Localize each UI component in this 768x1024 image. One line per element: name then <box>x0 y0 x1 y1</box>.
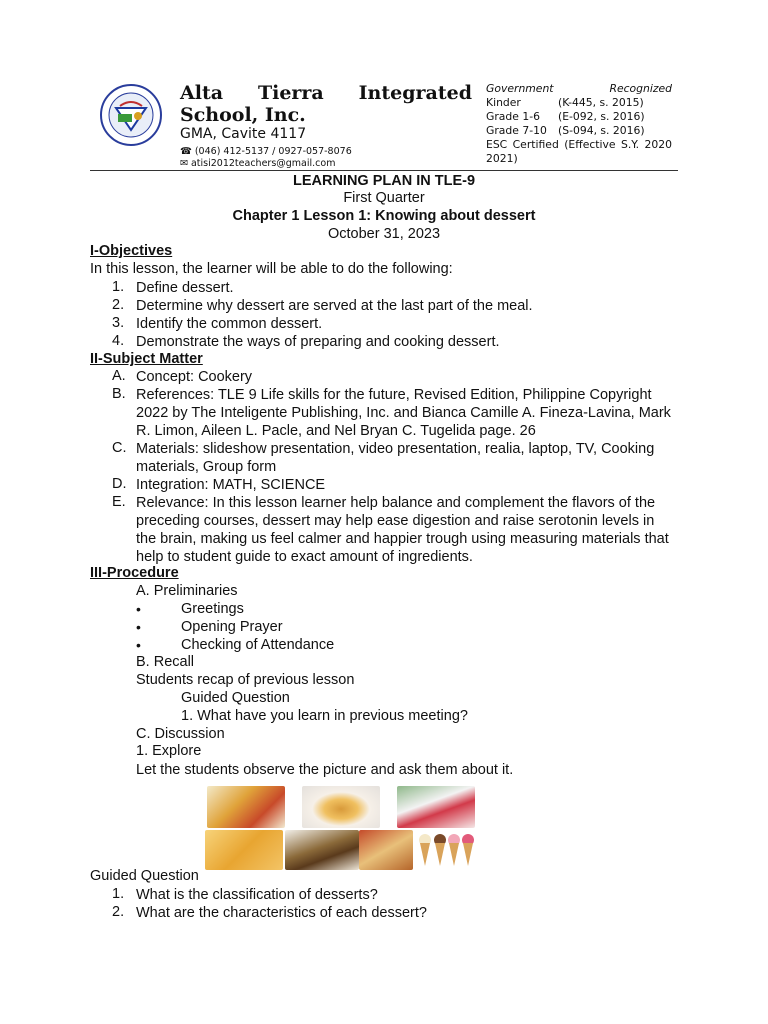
school-name: Alta Tierra Integrated School, Inc. <box>180 82 472 126</box>
school-email: ✉ atisi2012teachers@gmail.com <box>180 158 336 169</box>
school-address: GMA, Cavite 4117 <box>180 126 307 142</box>
plan-title: LEARNING PLAN IN TLE-9 <box>292 173 476 189</box>
baked-pudding-image <box>359 830 413 870</box>
bullet: • <box>136 637 141 653</box>
subject-item-text: Concept: Cookery <box>136 369 253 385</box>
objective-number: 1. <box>112 279 125 295</box>
recognition-level: Grade 1-6 <box>486 110 540 123</box>
plan-date: October 31, 2023 <box>327 226 441 242</box>
recognition-row <box>486 96 672 110</box>
preliminaries: A. Preliminaries <box>136 583 238 599</box>
objectives-heading: I-Objectives <box>90 243 173 259</box>
objectives-intro: In this lesson, the learner will be able to do the following: <box>90 261 453 277</box>
discussion: C. Discussion <box>136 726 225 742</box>
procedure-heading: III-Procedure <box>90 565 179 581</box>
objective-text: Identify the common dessert. <box>136 316 323 332</box>
objective-text: Determine why dessert are served at the last part of the meal. <box>136 298 533 314</box>
ice-cream-cones-image <box>415 830 477 872</box>
objective-text: Define dessert. <box>136 280 234 296</box>
esc-certified: ESC Certified (Effective S.Y. 2020 2021) <box>486 138 672 165</box>
recognition-code: (K-445, s. 2015) <box>558 96 644 109</box>
bullet: • <box>136 619 141 635</box>
recognition-label-right: Recognized <box>609 82 672 95</box>
recall: B. Recall <box>136 654 195 670</box>
subject-item-letter: E. <box>112 494 126 510</box>
cake-slices-image <box>285 830 359 870</box>
subject-item-text: Relevance: In this lesson learner help balance and complement the flavors of the preceding courses, dessert may help ease digestion and raise serotonin levels in the brain, making us feel calmer and happier trough using measuring materials that help to student guide to exact amount of ingredients. <box>136 495 669 565</box>
preliminary-item: Checking of Attendance <box>181 637 335 653</box>
objective-number: 3. <box>112 315 125 331</box>
cheese-image <box>205 830 283 870</box>
subject-item-letter: A. <box>112 368 126 384</box>
bullet: • <box>136 601 141 617</box>
recognition-heading <box>486 82 672 96</box>
recognition-code: (S-094, s. 2016) <box>558 124 645 137</box>
subject-item-letter: B. <box>112 386 126 402</box>
chapter-title: Chapter 1 Lesson 1: Knowing about dessert <box>232 208 536 224</box>
preliminary-item: Greetings <box>181 601 244 617</box>
recognition-level: Grade 7-10 <box>486 124 547 137</box>
observe-instruction: Let the students observe the picture and ask them about it. <box>136 762 514 778</box>
subject-item-letter: D. <box>112 476 127 492</box>
recognition-level: Kinder <box>486 96 521 109</box>
objective-number: 4. <box>112 333 125 349</box>
subject-item-letter: C. <box>112 440 127 456</box>
question-number: 2. <box>112 904 125 920</box>
recognition-row <box>486 124 672 138</box>
recap-text: Students recap of previous lesson <box>136 672 355 688</box>
question-number: 1. <box>112 886 125 902</box>
objective-text: Demonstrate the ways of preparing and cooking dessert. <box>136 334 500 350</box>
question-text: What are the characteristics of each dessert? <box>136 905 427 921</box>
recognition-block <box>486 82 672 166</box>
school-phone: ☎ (046) 412-5137 / 0927-057-8076 <box>180 146 352 157</box>
subject-matter-heading: II-Subject Matter <box>90 351 203 367</box>
guided-question-label-2: Guided Question <box>90 868 199 884</box>
header-divider <box>90 170 678 171</box>
question-text: What is the classification of desserts? <box>136 887 378 903</box>
preliminary-item: Opening Prayer <box>181 619 283 635</box>
guided-question-item: 1. What have you learn in previous meeting? <box>181 708 468 724</box>
recognition-label-left: Government <box>486 82 554 95</box>
leche-flan-image <box>302 786 380 828</box>
subject-item-text: Integration: MATH, SCIENCE <box>136 477 326 493</box>
fruit-tart-image <box>207 786 285 828</box>
recognition-code: (E-092, s. 2016) <box>558 110 645 123</box>
guided-question-label: Guided Question <box>181 690 290 706</box>
recognition-row <box>486 110 672 124</box>
quarter: First Quarter <box>343 190 425 206</box>
subject-item-text: Materials: slideshow presentation, video presentation, realia, laptop, TV, Cooking materials, Group form <box>136 441 655 475</box>
objective-number: 2. <box>112 297 125 313</box>
explore: 1. Explore <box>136 743 202 759</box>
subject-item-text: References: TLE 9 Life skills for the future, Revised Edition, Philippine Copyright 2022 by The Inteligente Publishing, Inc. and Bianca Camille A. Fineza-Lavina, Mark R. Limon, Aileen L. Pacle, and Nel Bryan C. Tugelida page. 26 <box>136 387 671 439</box>
school-logo <box>100 84 162 146</box>
gelatin-dessert-image <box>397 786 475 828</box>
